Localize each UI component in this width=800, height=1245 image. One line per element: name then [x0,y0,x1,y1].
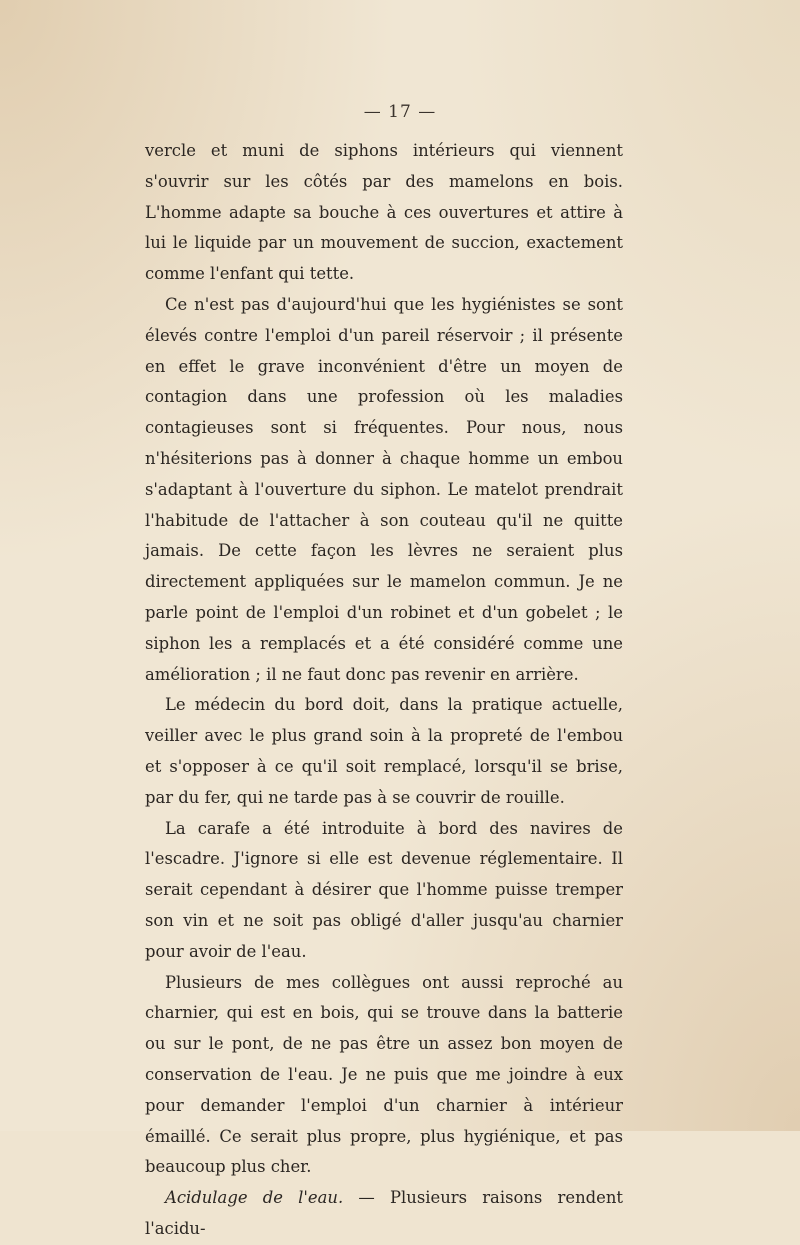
section-heading: Acidulage de l'eau. [165,1188,344,1208]
paragraph-1: vercle et muni de siphons intérieurs qui viennent s'ouvrir sur les côtés par des mamelons en bois. L'homme adapte sa bouche à ces ouvertures et attire à lui le liquide par un mouvement de succion, exactement comme l'enfant qui tette. [145,141,623,284]
paragraph-3: Le médecin du bord doit, dans la pratique actuelle, veiller avec le plus grand soin à la propreté de l'embou et s'opposer à ce qu'il soit remplacé, lorsqu'il se brise, par du fer, qui ne tarde pas à se couvrir de rouille. [145,695,623,807]
body-text [145,136,623,1245]
section-text: — Plusieurs raisons rendent l'acidu- [145,1188,623,1238]
paragraph-6 [145,1183,623,1245]
page-number-header: — 17 — [363,102,437,122]
paragraph-4: La carafe a été introduite à bord des navires de l'escadre. J'ignore si elle est devenue réglementaire. Il serait cependant à désirer que l'homme puisse tremper son vin et ne soit pas obligé d'aller jusqu'au charnier pour avoir de l'eau. [145,818,623,961]
paragraph-2: Ce n'est pas d'aujourd'hui que les hygiénistes se sont élevés contre l'emploi d'un pareil réservoir ; il présente en effet le grave inconvénient d'être un moyen de contagion dans une profession où les maladies contagieuses sont si fréquentes. Pour nous, nous n'hésiterions pas à donner à chaque homme un embou s'adaptant à l'ouverture du siphon. Le matelot prendrait l'habitude de l'attacher à son couteau qu'il ne quitte jamais. De cette façon les lèvres ne seraient plus directement appliquées sur le mamelon commun. Je ne parle point de l'emploi d'un robinet et d'un gobelet ; le siphon les a remplacés et a été considéré comme une amélioration ; il ne faut donc pas revenir en arrière. [145,294,623,684]
paragraph-5: Plusieurs de mes collègues ont aussi reproché au charnier, qui est en bois, qui se trouve dans la batterie ou sur le pont, de ne pas être un assez bon moyen de conservation de l'eau. Je ne puis que me joindre à eux pour demander l'emploi d'un charnier à intérieur émaillé. Ce serait plus propre, plus hygiénique, et pas beaucoup plus cher. [145,972,623,1177]
